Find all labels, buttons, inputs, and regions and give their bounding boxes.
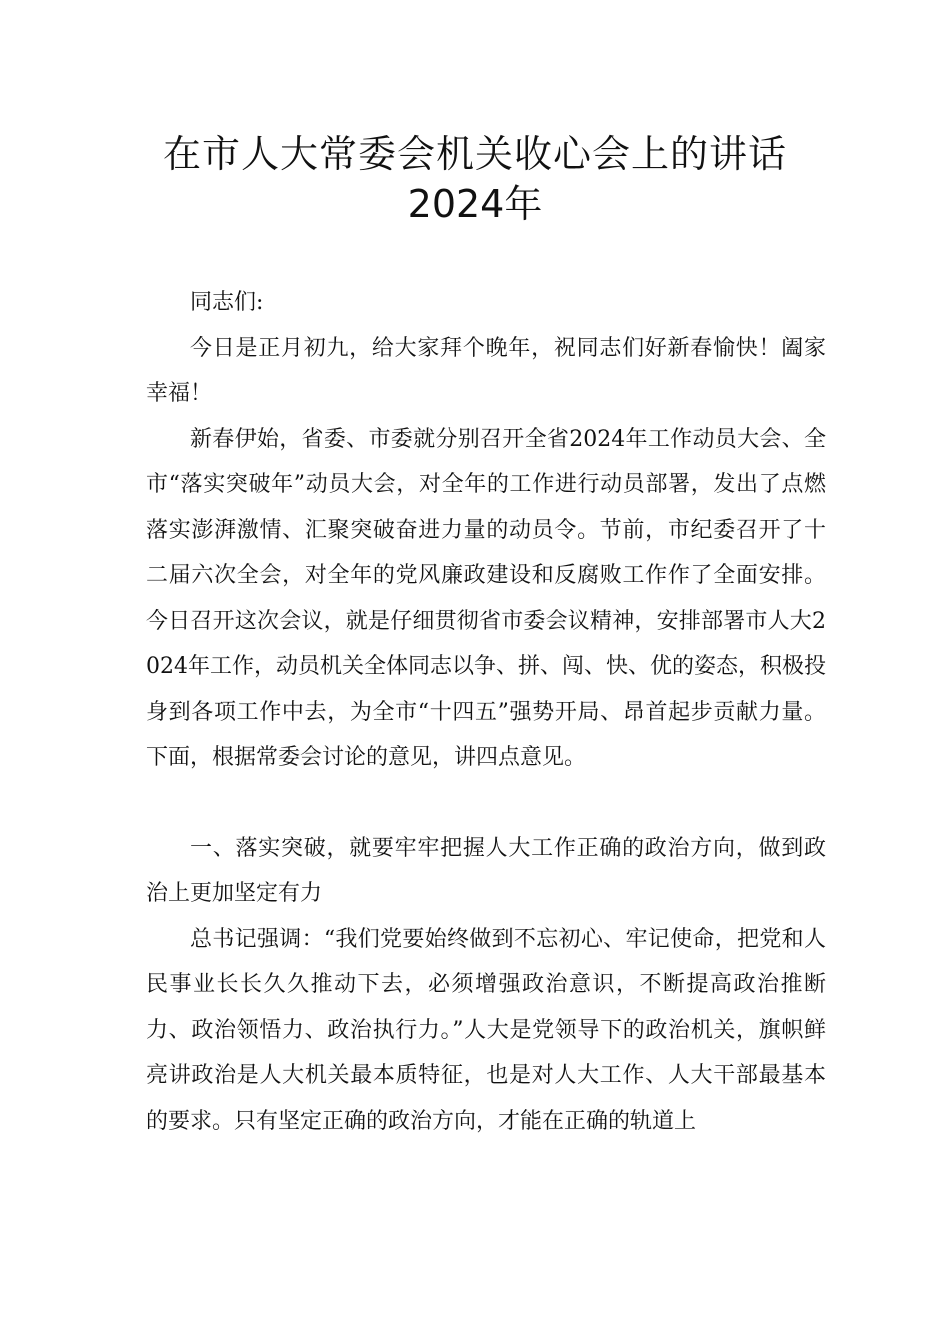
document-year: 2024年 — [407, 182, 543, 226]
document-title: 在市人大常委会机关收心会上的讲话 — [162, 132, 787, 176]
document-body — [146, 280, 826, 1144]
section-heading-1: 一、落实突破，就要牢牢把握人大工作正确的政治方向，做到政治上更加坚定有力 — [146, 835, 826, 906]
paragraph-greeting: 今日是正月初九，给大家拜个晚年，祝同志们好新春愉快！阖家幸福！ — [146, 335, 826, 406]
paragraph-intro: 新春伊始，省委、市委就分别召开全省2024年工作动员大会、全市“落实突破年”动员大会，对全年的工作进行动员部署，发出了点燃落实澎湃激情、汇聚突破奋进力量的动员令。节前，市纪委召开了十二届六次全会，对全年的党风廉政建设和反腐败工作作了全面安排。今日召开这次会议，就是仔细贯彻省市委会议精神，安排部署市人大2024年工作，动员机关全体同志以争、拼、闯、快、优的姿态，积极投身到各项工作中去，为全市“十四五”强势开局、昂首起步贡献力量。下面，根据常委会讨论的意见，讲四点意见。 — [146, 426, 826, 770]
salutation: 同志们: — [190, 290, 264, 315]
section-spacer — [146, 781, 826, 826]
paragraph-section-1: 总书记强调：“我们党要始终做到不忘初心、牢记使命，把党和人民事业长长久久推动下去，必须增强政治意识，不断提高政治推断力、政治领悟力、政治执行力。”人大是党领导下的政治机关，旗帜鲜亮讲政治是人大机关最本质特征，也是对人大工作、人大干部最基本的要求。只有坚定正确的政治方向，才能在正确的轨道上 — [146, 926, 826, 1134]
